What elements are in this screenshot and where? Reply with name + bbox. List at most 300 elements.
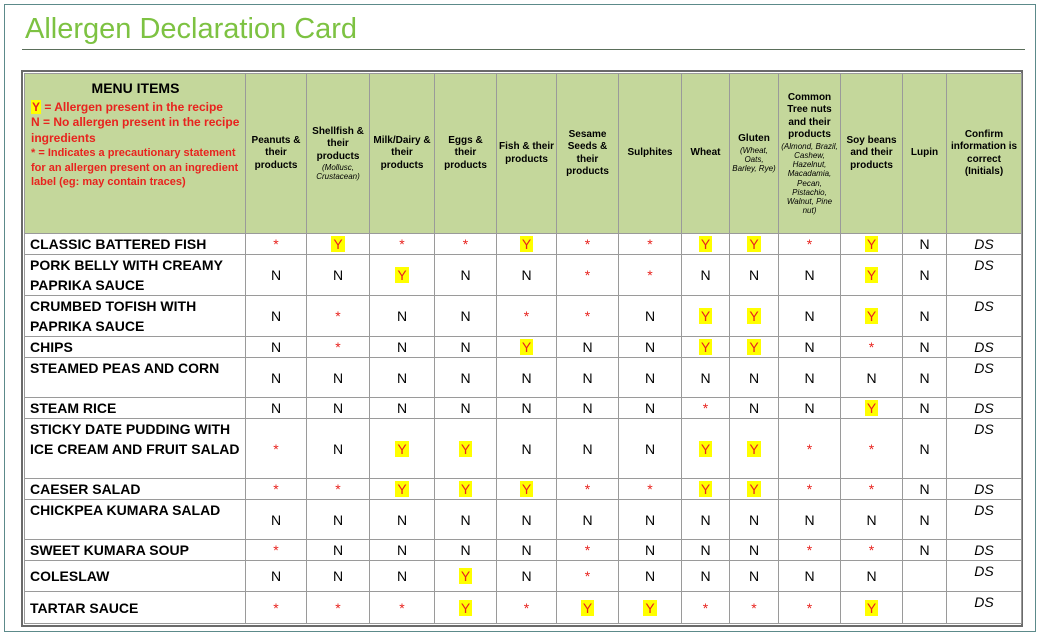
allergen-cell	[730, 479, 779, 500]
allergen-value: N	[521, 542, 532, 558]
allergen-value: N	[582, 369, 593, 386]
allergen-cell	[246, 358, 307, 398]
allergen-value: *	[584, 542, 591, 558]
allergen-cell	[619, 398, 682, 419]
allergen-cell	[779, 234, 841, 255]
allergen-cell	[682, 500, 730, 540]
allergen-value: N	[748, 267, 760, 283]
allergen-value: N	[748, 568, 760, 584]
allergen-value: Y	[521, 236, 532, 252]
allergen-value: N	[804, 308, 815, 324]
menu-item-name: CLASSIC BATTERED FISH	[25, 234, 246, 255]
allergen-value: N	[270, 511, 282, 528]
allergen-cell	[619, 337, 682, 358]
allergen-value: Y	[397, 267, 407, 283]
allergen-value: N	[582, 511, 593, 528]
allergen-cell	[557, 234, 619, 255]
allergen-value: N	[700, 568, 711, 584]
allergen-value: *	[523, 308, 530, 324]
allergen-value: N	[332, 568, 344, 584]
allergen-cell	[841, 358, 903, 398]
allergen-cell	[682, 296, 730, 337]
allergen-value: Y	[866, 308, 877, 324]
allergen-value: Y	[333, 236, 343, 252]
allergen-cell	[497, 358, 557, 398]
allergen-table-body	[25, 234, 1022, 624]
allergen-value: N	[460, 308, 471, 324]
allergen-cell	[619, 500, 682, 540]
column-header	[779, 74, 841, 234]
allergen-cell	[557, 398, 619, 419]
allergen-value: Y	[700, 481, 711, 497]
initials-cell: DS	[947, 592, 1022, 624]
menu-item-name: STEAMED PEAS AND CORN	[25, 358, 246, 398]
menu-item-name: CRUMBED TOFISH WITH PAPRIKA SAUCE	[25, 296, 246, 337]
column-header-label: Peanuts & their products	[251, 134, 301, 171]
allergen-value: Y	[749, 339, 759, 355]
table-row	[25, 337, 1022, 358]
allergen-cell	[730, 561, 779, 592]
allergen-value: N	[396, 542, 408, 558]
column-header-label: Soy beans and their products	[846, 134, 897, 171]
allergen-value: *	[868, 542, 875, 558]
column-header	[947, 74, 1022, 234]
allergen-cell	[682, 540, 730, 561]
allergen-cell	[682, 234, 730, 255]
initials-cell: DS	[947, 419, 1022, 479]
column-header-label: Sesame Seeds & their products	[566, 128, 609, 177]
allergen-value: Y	[397, 481, 407, 497]
allergen-cell	[246, 561, 307, 592]
allergen-cell	[370, 419, 435, 479]
allergen-cell	[619, 479, 682, 500]
allergen-value: N	[270, 267, 282, 283]
allergen-value: N	[919, 236, 930, 252]
column-header	[246, 74, 307, 234]
column-header	[730, 74, 779, 234]
allergen-cell	[246, 592, 307, 624]
column-header	[619, 74, 682, 234]
allergen-value: *	[335, 339, 341, 355]
column-header-sub: (Almond, Brazil, Cashew, Hazelnut, Macadamia, Pecan, Pistachio, Walnut, Pine nut)	[781, 141, 838, 216]
table-row	[25, 561, 1022, 592]
allergen-value: Y	[397, 440, 407, 457]
allergen-value: Y	[700, 339, 711, 355]
allergen-value: *	[647, 481, 653, 497]
menu-item-name: CHICKPEA KUMARA SALAD	[25, 500, 246, 540]
column-header-sub: (Mollusc, Crustacean)	[316, 163, 360, 182]
allergen-cell	[682, 358, 730, 398]
allergen-value: Y	[749, 308, 759, 324]
allergen-value: Y	[460, 568, 471, 584]
allergen-cell	[619, 561, 682, 592]
column-header-label: Wheat	[690, 147, 721, 159]
initials-cell: DS	[947, 561, 1022, 592]
legend-yes	[31, 100, 240, 116]
allergen-value: Y	[866, 599, 877, 616]
allergen-value: N	[919, 369, 930, 386]
legend-precaution: * = Indicates a precautionary statement for an allergen present on an ingredient label (eg: may contain traces)	[31, 147, 239, 188]
allergen-cell	[903, 255, 947, 296]
allergen-cell	[619, 540, 682, 561]
table-row	[25, 419, 1022, 479]
legend-yes-symbol: Y	[32, 99, 41, 114]
allergen-cell	[246, 500, 307, 540]
allergen-cell	[435, 479, 497, 500]
allergen-cell	[779, 561, 841, 592]
allergen-cell	[307, 419, 370, 479]
allergen-value: N	[919, 400, 930, 416]
allergen-value: N	[919, 511, 930, 528]
allergen-cell	[903, 500, 947, 540]
allergen-cell	[841, 398, 903, 419]
column-header-label: Fish & their products	[499, 141, 555, 165]
allergen-value: N	[866, 369, 877, 386]
allergen-value: *	[335, 308, 341, 324]
allergen-cell	[557, 592, 619, 624]
column-header	[903, 74, 947, 234]
allergen-cell	[682, 398, 730, 419]
allergen-value: *	[399, 236, 405, 252]
allergen-value: N	[748, 400, 760, 416]
allergen-cell	[435, 234, 497, 255]
allergen-cell	[841, 561, 903, 592]
allergen-value: N	[804, 511, 815, 528]
allergen-cell	[370, 398, 435, 419]
allergen-value: N	[460, 400, 471, 416]
table-row	[25, 540, 1022, 561]
title-divider	[22, 49, 1025, 50]
allergen-value: N	[700, 511, 711, 528]
allergen-value: *	[273, 599, 279, 616]
allergen-cell	[557, 419, 619, 479]
menu-item-name: CAESER SALAD	[25, 479, 246, 500]
allergen-value: N	[804, 400, 815, 416]
allergen-cell	[903, 337, 947, 358]
allergen-cell	[903, 296, 947, 337]
allergen-value: N	[700, 542, 711, 558]
allergen-value: Y	[582, 599, 593, 616]
allergen-value: N	[644, 308, 656, 324]
allergen-cell	[730, 592, 779, 624]
allergen-cell	[435, 255, 497, 296]
allergen-cell	[497, 296, 557, 337]
allergen-value: *	[806, 599, 813, 616]
allergen-cell	[497, 398, 557, 419]
initials-cell: DS	[947, 479, 1022, 500]
allergen-value: *	[806, 440, 813, 457]
allergen-value: N	[332, 440, 344, 457]
allergen-value: N	[582, 440, 593, 457]
allergen-value: *	[751, 599, 757, 616]
allergen-value: *	[806, 236, 813, 252]
column-header	[497, 74, 557, 234]
allergen-value: N	[644, 511, 656, 528]
allergen-value: N	[582, 400, 593, 416]
initials-cell: DS	[947, 296, 1022, 337]
column-header-label: Gluten	[738, 133, 770, 145]
column-header	[841, 74, 903, 234]
allergen-cell	[779, 296, 841, 337]
allergen-cell	[557, 540, 619, 561]
allergen-cell	[903, 592, 947, 624]
allergen-value: N	[521, 440, 532, 457]
allergen-cell	[903, 540, 947, 561]
column-header-sub: (Wheat, Oats, Barley, Rye)	[732, 145, 776, 174]
table-row	[25, 255, 1022, 296]
allergen-value: N	[270, 339, 282, 355]
allergen-value: N	[644, 339, 656, 355]
allergen-cell	[497, 255, 557, 296]
menu-item-name: SWEET KUMARA SOUP	[25, 540, 246, 561]
allergen-value: N	[919, 308, 930, 324]
allergen-cell	[497, 500, 557, 540]
allergen-value: Y	[460, 440, 471, 457]
allergen-value: N	[521, 369, 532, 386]
allergen-value: N	[396, 400, 408, 416]
allergen-value: N	[460, 542, 471, 558]
allergen-value: *	[868, 440, 875, 457]
allergen-cell	[370, 500, 435, 540]
allergen-table	[24, 73, 1022, 624]
allergen-value: *	[868, 481, 875, 497]
allergen-cell	[682, 479, 730, 500]
card-frame	[4, 4, 1036, 632]
allergen-cell	[307, 540, 370, 561]
allergen-value: *	[273, 542, 279, 558]
allergen-value: *	[584, 308, 591, 324]
column-header-label: Confirm information is correct (Initials)	[950, 128, 1018, 177]
allergen-cell	[246, 255, 307, 296]
allergen-value: N	[396, 308, 408, 324]
allergen-value: N	[644, 440, 656, 457]
allergen-cell	[497, 234, 557, 255]
allergen-cell	[307, 234, 370, 255]
allergen-cell	[370, 296, 435, 337]
allergen-cell	[557, 296, 619, 337]
allergen-cell	[435, 296, 497, 337]
allergen-value: N	[332, 542, 344, 558]
column-header-label: Milk/Dairy & their products	[373, 134, 431, 171]
allergen-cell	[619, 358, 682, 398]
allergen-cell	[246, 337, 307, 358]
allergen-value: Y	[749, 481, 759, 497]
menu-item-name: CHIPS	[25, 337, 246, 358]
allergen-value: N	[919, 481, 930, 497]
allergen-value: *	[584, 481, 591, 497]
allergen-cell	[730, 540, 779, 561]
allergen-cell	[841, 479, 903, 500]
legend-yes-text: = Allergen present in the recipe	[41, 99, 223, 114]
allergen-value: N	[332, 400, 344, 416]
allergen-value: N	[644, 568, 656, 584]
allergen-cell	[619, 419, 682, 479]
page-title: Allergen Declaration Card	[25, 13, 358, 45]
allergen-cell	[841, 234, 903, 255]
menu-item-name: STICKY DATE PUDDING WITH ICE CREAM AND FRUIT SALAD	[25, 419, 246, 479]
allergen-value: N	[582, 339, 593, 355]
allergen-cell	[370, 540, 435, 561]
allergen-value: N	[270, 369, 282, 386]
allergen-cell	[730, 419, 779, 479]
allergen-cell	[779, 500, 841, 540]
allergen-cell	[557, 500, 619, 540]
allergen-value: N	[460, 267, 471, 283]
allergen-cell	[307, 500, 370, 540]
allergen-value: *	[335, 481, 341, 497]
allergen-cell	[307, 358, 370, 398]
table-row	[25, 592, 1022, 624]
allergen-cell	[557, 561, 619, 592]
allergen-value: *	[273, 440, 279, 457]
allergen-cell	[370, 561, 435, 592]
allergen-cell	[903, 358, 947, 398]
menu-item-name: STEAM RICE	[25, 398, 246, 419]
allergen-value: *	[273, 236, 279, 252]
allergen-value: Y	[866, 236, 877, 252]
initials-cell: DS	[947, 337, 1022, 358]
allergen-cell	[370, 255, 435, 296]
allergen-cell	[903, 398, 947, 419]
allergen-value: N	[804, 267, 815, 283]
allergen-cell	[841, 337, 903, 358]
allergen-cell	[682, 255, 730, 296]
column-header-label: Common Tree nuts and their products	[787, 91, 832, 141]
allergen-value: *	[702, 599, 709, 616]
allergen-value: N	[866, 568, 877, 584]
allergen-value: Y	[521, 481, 532, 497]
allergen-cell	[682, 561, 730, 592]
allergen-cell	[497, 592, 557, 624]
allergen-cell	[903, 479, 947, 500]
allergen-value: N	[332, 369, 344, 386]
allergen-cell	[497, 419, 557, 479]
allergen-value: N	[644, 400, 656, 416]
allergen-cell	[619, 296, 682, 337]
allergen-value: N	[521, 568, 532, 584]
allergen-cell	[841, 255, 903, 296]
allergen-value: Y	[645, 599, 655, 616]
allergen-cell	[307, 561, 370, 592]
allergen-cell	[435, 337, 497, 358]
allergen-cell	[779, 540, 841, 561]
allergen-value: Y	[866, 267, 877, 283]
allergen-cell	[246, 479, 307, 500]
initials-cell: DS	[947, 234, 1022, 255]
allergen-cell	[435, 358, 497, 398]
allergen-cell	[246, 296, 307, 337]
allergen-cell	[619, 255, 682, 296]
allergen-cell	[246, 234, 307, 255]
allergen-value: N	[700, 267, 711, 283]
allergen-cell	[246, 398, 307, 419]
allergen-cell	[370, 234, 435, 255]
allergen-cell	[246, 540, 307, 561]
allergen-cell	[903, 419, 947, 479]
allergen-cell	[730, 337, 779, 358]
header-row	[25, 74, 1022, 234]
allergen-cell	[682, 419, 730, 479]
allergen-value: *	[806, 542, 813, 558]
allergen-cell	[779, 479, 841, 500]
allergen-value: N	[396, 511, 408, 528]
column-header	[682, 74, 730, 234]
allergen-value: N	[270, 400, 282, 416]
table-row	[25, 398, 1022, 419]
allergen-cell	[779, 592, 841, 624]
allergen-cell	[619, 234, 682, 255]
allergen-value: N	[644, 369, 656, 386]
allergen-cell	[497, 337, 557, 358]
allergen-value: N	[919, 339, 930, 355]
initials-cell: DS	[947, 255, 1022, 296]
allergen-cell	[497, 561, 557, 592]
allergen-cell	[307, 296, 370, 337]
allergen-cell	[779, 419, 841, 479]
allergen-value: N	[460, 369, 471, 386]
allergen-value: N	[521, 267, 532, 283]
allergen-value: N	[748, 511, 760, 528]
allergen-value: N	[748, 369, 760, 386]
allergen-value: *	[584, 568, 591, 584]
allergen-value: N	[332, 511, 344, 528]
allergen-value: *	[462, 236, 469, 252]
allergen-cell	[370, 337, 435, 358]
allergen-cell	[435, 398, 497, 419]
allergen-value: *	[647, 267, 653, 283]
allergen-cell	[841, 296, 903, 337]
allergen-value: N	[919, 542, 930, 558]
column-header-label: Lupin	[910, 147, 939, 159]
allergen-cell	[435, 561, 497, 592]
allergen-value: N	[804, 568, 815, 584]
allergen-value: N	[396, 568, 408, 584]
allergen-cell	[730, 398, 779, 419]
allergen-value: N	[332, 267, 344, 283]
allergen-value: *	[273, 481, 279, 497]
allergen-value: N	[748, 542, 760, 558]
column-header	[307, 74, 370, 234]
allergen-value: *	[868, 339, 875, 355]
table-row	[25, 479, 1022, 500]
allergen-cell	[841, 500, 903, 540]
allergen-cell	[730, 255, 779, 296]
allergen-cell	[307, 337, 370, 358]
allergen-cell	[557, 479, 619, 500]
allergen-cell	[370, 358, 435, 398]
allergen-value: N	[804, 339, 815, 355]
initials-cell: DS	[947, 398, 1022, 419]
allergen-value: N	[804, 369, 815, 386]
allergen-value: Y	[700, 440, 711, 457]
allergen-value: N	[396, 369, 408, 386]
allergen-cell	[307, 255, 370, 296]
allergen-cell	[557, 337, 619, 358]
allergen-cell	[497, 540, 557, 561]
allergen-cell	[307, 398, 370, 419]
initials-cell: DS	[947, 540, 1022, 561]
allergen-cell	[557, 358, 619, 398]
allergen-value: N	[460, 511, 471, 528]
allergen-cell	[730, 500, 779, 540]
allergen-value: N	[700, 369, 711, 386]
column-header	[435, 74, 497, 234]
allergen-cell	[370, 479, 435, 500]
allergen-value: *	[399, 599, 405, 616]
allergen-value: Y	[521, 339, 532, 355]
menu-item-name: PORK BELLY WITH CREAMY PAPRIKA SAUCE	[25, 255, 246, 296]
allergen-value: *	[584, 267, 591, 283]
